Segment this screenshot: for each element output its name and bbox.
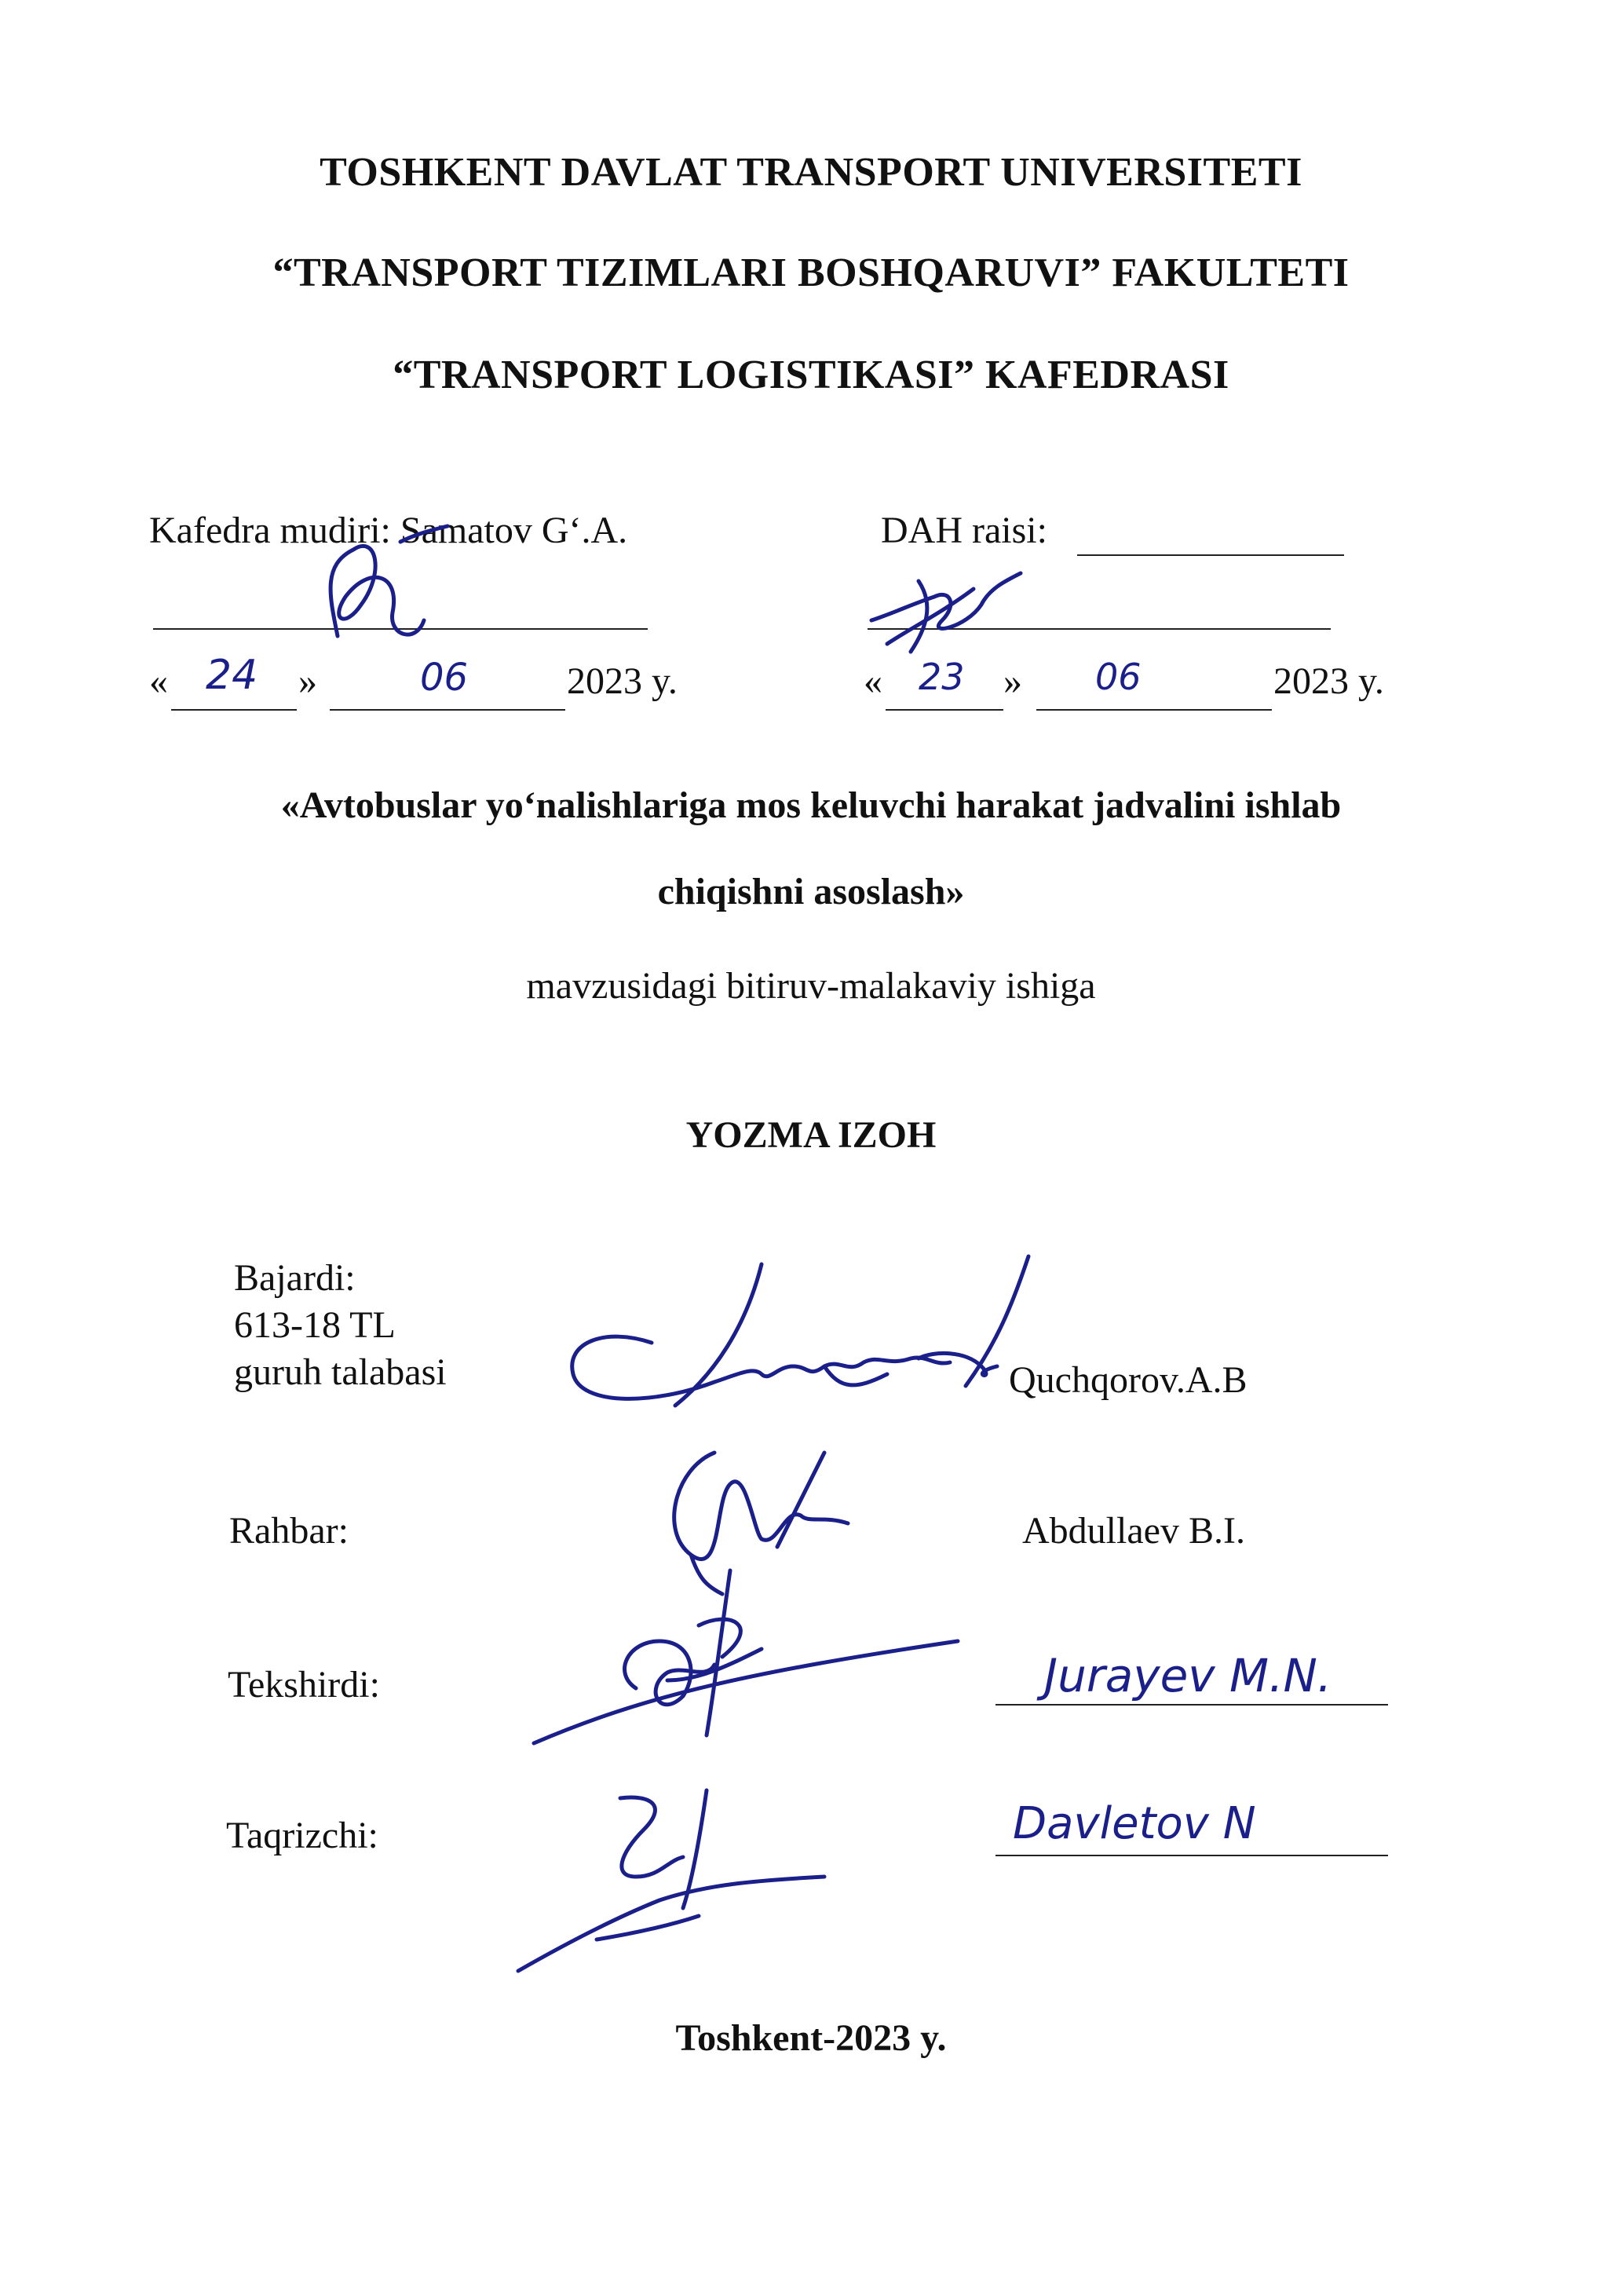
- reviewer-name-line: [995, 1704, 1388, 1706]
- thesis-title-line2: chiqishni asoslash»: [657, 871, 965, 912]
- performer-name: Quchqorov.A.B: [1009, 1359, 1248, 1401]
- department-head-signature: [283, 503, 455, 660]
- dah-chair-signature: [864, 558, 1036, 660]
- left-day-value: 24: [206, 652, 258, 699]
- right-close-quote: »: [1003, 660, 1022, 702]
- faculty-name: “TRANSPORT TIZIMLARI BOSHQARUVI” FAKULTETI: [272, 250, 1350, 295]
- performer-status: guruh talabasi: [234, 1351, 447, 1393]
- university-name: TOSHKENT DAVLAT TRANSPORT UNIVERSITETI: [320, 150, 1302, 195]
- right-year: 2023 y.: [1273, 660, 1384, 702]
- performer-signature: [557, 1249, 1060, 1429]
- thesis-title-line1: «Avtobuslar yo‘nalishlariga mos keluvchi harakat jadvalini ishlab: [280, 784, 1342, 826]
- left-day-line: [171, 709, 297, 711]
- opponent-signature: [502, 1782, 832, 1979]
- performer-block: [234, 1255, 447, 1396]
- reviewer-name: Jurayev M.N.: [1044, 1649, 1332, 1702]
- document-type: YOZMA IZOH: [685, 1114, 937, 1156]
- right-day-value: 23: [919, 656, 965, 698]
- dah-chair-label: DAH raisi:: [881, 510, 1047, 551]
- opponent-name-line: [995, 1855, 1388, 1856]
- left-month-value: 06: [420, 656, 469, 700]
- left-close-quote: »: [298, 660, 317, 702]
- left-month-line: [330, 709, 565, 711]
- department-name: “TRANSPORT LOGISTIKASI” KAFEDRASI: [393, 353, 1229, 397]
- right-month-line: [1036, 709, 1272, 711]
- performer-label: Bajardi:: [234, 1257, 356, 1299]
- opponent-label: Taqrizchi:: [226, 1815, 378, 1856]
- reviewer-label: Tekshirdi:: [228, 1664, 380, 1706]
- place-and-year: Toshkent-2023 y.: [675, 2017, 947, 2059]
- right-month-value: 06: [1095, 656, 1142, 698]
- supervisor-label: Rahbar:: [229, 1510, 349, 1552]
- dah-chair-name-line: [1077, 554, 1344, 556]
- left-date: [149, 660, 168, 703]
- supervisor-name: Abdullaev B.I.: [1022, 1510, 1245, 1552]
- left-year: 2023 y.: [567, 660, 678, 702]
- thesis-subtitle: mavzusidagi bitiruv-malakaviy ishiga: [526, 965, 1096, 1007]
- right-day-line: [886, 709, 1003, 711]
- reviewer-signature: [526, 1563, 966, 1759]
- performer-group: 613-18 TL: [234, 1304, 396, 1346]
- left-open-quote: «: [149, 660, 168, 702]
- opponent-name: Davletov N: [1013, 1798, 1256, 1849]
- right-open-quote: «: [864, 660, 882, 702]
- department-head-label: Kafedra mudiri: Samatov G‘.A.: [149, 510, 628, 551]
